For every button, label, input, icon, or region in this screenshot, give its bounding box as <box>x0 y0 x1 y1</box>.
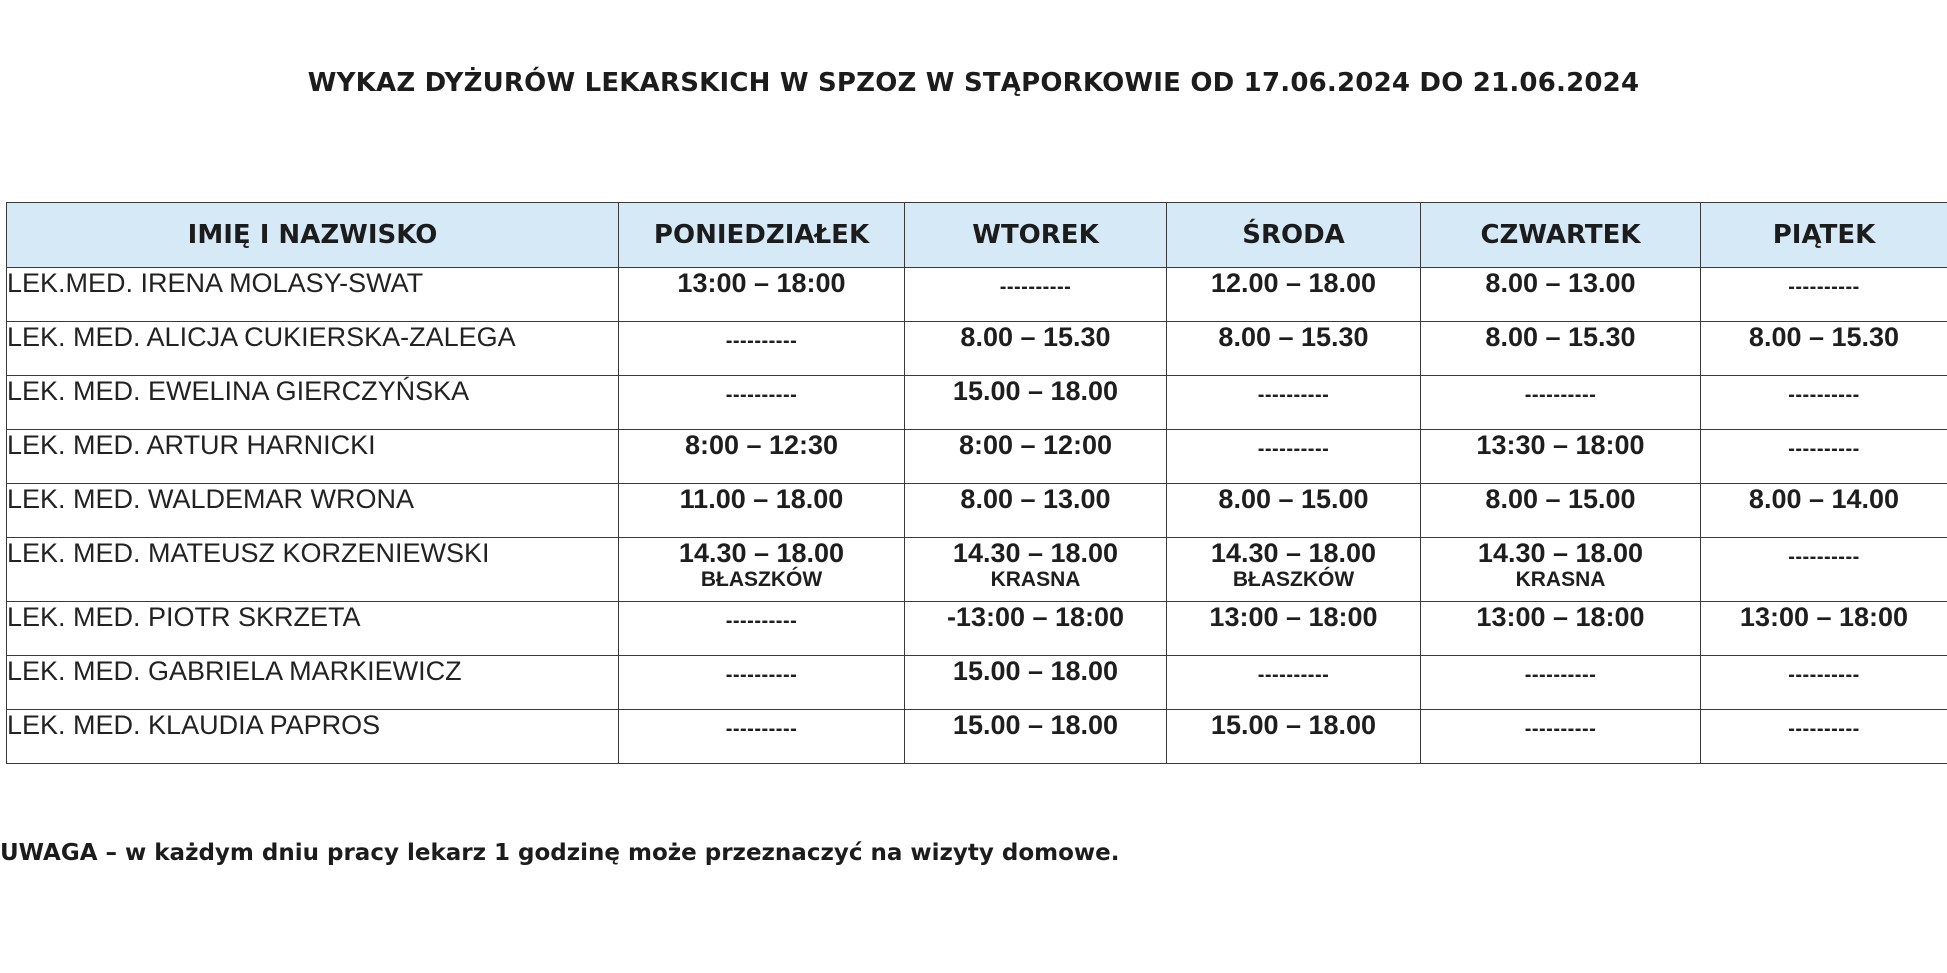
no-duty-dash: ---------- <box>1788 384 1860 406</box>
duty-cell-monday <box>619 656 905 710</box>
no-duty-dash: ---------- <box>999 276 1072 298</box>
duty-cell-friday <box>1701 656 1947 710</box>
duty-hours: 8:00 – 12:30 <box>684 430 839 460</box>
duty-cell-thursday <box>1421 602 1701 656</box>
header-wednesday: ŚRODA <box>1167 203 1421 268</box>
duty-cell-thursday <box>1421 268 1701 322</box>
duty-hours: 13:00 – 18:00 <box>1476 602 1645 632</box>
duty-location: KRASNA <box>990 568 1081 591</box>
no-duty-dash: ---------- <box>1524 718 1597 740</box>
table-row <box>7 538 1947 602</box>
doctor-name: LEK. MED. KLAUDIA PAPROS <box>7 710 619 764</box>
duty-cell-tuesday <box>905 710 1167 764</box>
no-duty-dash: ---------- <box>1257 438 1330 460</box>
no-duty-dash: ---------- <box>1788 276 1860 298</box>
duty-cell-friday <box>1701 602 1947 656</box>
document-title: WYKAZ DYŻURÓW LEKARSKICH W SPZOZ W STĄPORKOWIE OD 17.06.2024 DO 21.06.2024 <box>307 68 1640 98</box>
doctor-name: LEK.MED. IRENA MOLASY-SWAT <box>7 268 619 322</box>
duty-cell-wednesday <box>1167 538 1421 602</box>
no-duty-dash: ---------- <box>1788 664 1860 686</box>
duty-hours: 15.00 – 18.00 <box>952 656 1119 686</box>
duty-cell-monday <box>619 376 905 430</box>
duty-cell-tuesday <box>905 376 1167 430</box>
header-monday: PONIEDZIAŁEK <box>619 203 905 268</box>
duty-cell-friday <box>1701 538 1947 602</box>
doctor-name: LEK. MED. ARTUR HARNICKI <box>7 430 619 484</box>
doctor-name: LEK. MED. GABRIELA MARKIEWICZ <box>7 656 619 710</box>
duty-cell-tuesday <box>905 430 1167 484</box>
table-header-row <box>7 203 1947 268</box>
duty-hours: -13:00 – 18:00 <box>946 602 1125 632</box>
no-duty-dash: ---------- <box>725 610 798 632</box>
table-row <box>7 322 1947 376</box>
table-row <box>7 602 1947 656</box>
table-row <box>7 376 1947 430</box>
duty-cell-wednesday <box>1167 430 1421 484</box>
duty-hours: 14.30 – 18.00 <box>1210 538 1377 568</box>
duty-cell-monday <box>619 430 905 484</box>
duty-cell-tuesday <box>905 602 1167 656</box>
no-duty-dash: ---------- <box>725 384 798 406</box>
no-duty-dash: ---------- <box>725 664 798 686</box>
duty-cell-wednesday <box>1167 322 1421 376</box>
duty-hours: 15.00 – 18.00 <box>952 376 1119 406</box>
duty-cell-thursday <box>1421 484 1701 538</box>
duty-cell-wednesday <box>1167 484 1421 538</box>
duty-location: KRASNA <box>1515 568 1606 591</box>
duty-cell-monday <box>619 602 905 656</box>
duty-hours: 8.00 – 15.30 <box>1748 322 1900 352</box>
duty-cell-monday <box>619 322 905 376</box>
no-duty-dash: ---------- <box>725 718 798 740</box>
duty-cell-wednesday <box>1167 268 1421 322</box>
duty-hours: 8.00 – 15.30 <box>1485 322 1636 352</box>
duty-hours: 12.00 – 18.00 <box>1210 268 1377 298</box>
duty-hours: 8.00 – 15.00 <box>1218 484 1369 514</box>
duty-hours: 15.00 – 18.00 <box>1210 710 1377 740</box>
duty-cell-wednesday <box>1167 376 1421 430</box>
duty-location: BŁASZKÓW <box>1232 568 1355 591</box>
doctor-name: LEK. MED. MATEUSZ KORZENIEWSKI <box>7 538 619 602</box>
duty-hours: 14.30 – 18.00 <box>952 538 1119 568</box>
duty-hours: 8.00 – 13.00 <box>960 484 1111 514</box>
duty-cell-tuesday <box>905 656 1167 710</box>
no-duty-dash: ---------- <box>1257 664 1330 686</box>
duty-hours: 14.30 – 18.00 <box>1477 538 1644 568</box>
duty-cell-wednesday <box>1167 602 1421 656</box>
note-text: UWAGA – w każdym dniu pracy lekarz 1 godzinę może przeznaczyć na wizyty domowe. <box>0 840 1120 866</box>
duty-cell-thursday <box>1421 430 1701 484</box>
no-duty-dash: ---------- <box>1788 546 1860 568</box>
duty-hours: 11.00 – 18.00 <box>679 484 844 514</box>
header-thursday: CZWARTEK <box>1421 203 1701 268</box>
no-duty-dash: ---------- <box>725 330 798 352</box>
no-duty-dash: ---------- <box>1524 384 1597 406</box>
duty-cell-thursday <box>1421 376 1701 430</box>
duty-hours: 13:30 – 18:00 <box>1476 430 1645 460</box>
no-duty-dash: ---------- <box>1788 718 1860 740</box>
duty-hours: 14.30 – 18.00 <box>678 538 845 568</box>
duty-cell-tuesday <box>905 484 1167 538</box>
duty-hours: 8.00 – 15.00 <box>1485 484 1636 514</box>
doctor-name: LEK. MED. ALICJA CUKIERSKA-ZALEGA <box>7 322 619 376</box>
table-body <box>7 268 1947 764</box>
duty-hours: 8.00 – 15.30 <box>960 322 1111 352</box>
duty-cell-friday <box>1701 710 1947 764</box>
table-row <box>7 656 1947 710</box>
duty-hours: 13:00 – 18:00 <box>677 268 846 298</box>
duty-hours: 8.00 – 15.30 <box>1218 322 1369 352</box>
duty-cell-monday <box>619 268 905 322</box>
duty-cell-friday <box>1701 322 1947 376</box>
header-name: IMIĘ I NAZWISKO <box>7 203 619 268</box>
no-duty-dash: ---------- <box>1788 438 1860 460</box>
duty-cell-monday <box>619 710 905 764</box>
duty-hours: 15.00 – 18.00 <box>952 710 1119 740</box>
doctor-name: LEK. MED. PIOTR SKRZETA <box>7 602 619 656</box>
duty-cell-friday <box>1701 268 1947 322</box>
duty-cell-wednesday <box>1167 710 1421 764</box>
duty-location: BŁASZKÓW <box>700 568 823 591</box>
duty-cell-monday <box>619 538 905 602</box>
duty-cell-wednesday <box>1167 656 1421 710</box>
duty-schedule-table <box>6 202 1947 764</box>
duty-cell-tuesday <box>905 538 1167 602</box>
table-row <box>7 710 1947 764</box>
doctor-name: LEK. MED. EWELINA GIERCZYŃSKA <box>7 376 619 430</box>
no-duty-dash: ---------- <box>1257 384 1330 406</box>
no-duty-dash: ---------- <box>1524 664 1597 686</box>
duty-cell-tuesday <box>905 268 1167 322</box>
duty-hours: 13:00 – 18:00 <box>1739 602 1909 632</box>
duty-hours: 8.00 – 14.00 <box>1748 484 1900 514</box>
duty-cell-friday <box>1701 376 1947 430</box>
duty-cell-thursday <box>1421 710 1701 764</box>
table-row <box>7 430 1947 484</box>
duty-hours: 13:00 – 18:00 <box>1209 602 1378 632</box>
duty-cell-friday <box>1701 484 1947 538</box>
duty-hours: 8:00 – 12:00 <box>958 430 1113 460</box>
duty-hours: 8.00 – 13.00 <box>1485 268 1636 298</box>
duty-cell-thursday <box>1421 322 1701 376</box>
duty-cell-thursday <box>1421 538 1701 602</box>
duty-cell-tuesday <box>905 322 1167 376</box>
header-tuesday: WTOREK <box>905 203 1167 268</box>
duty-cell-monday <box>619 484 905 538</box>
table-row <box>7 484 1947 538</box>
duty-cell-thursday <box>1421 656 1701 710</box>
table-row <box>7 268 1947 322</box>
duty-cell-friday <box>1701 430 1947 484</box>
doctor-name: LEK. MED. WALDEMAR WRONA <box>7 484 619 538</box>
header-friday: PIĄTEK <box>1701 203 1947 268</box>
